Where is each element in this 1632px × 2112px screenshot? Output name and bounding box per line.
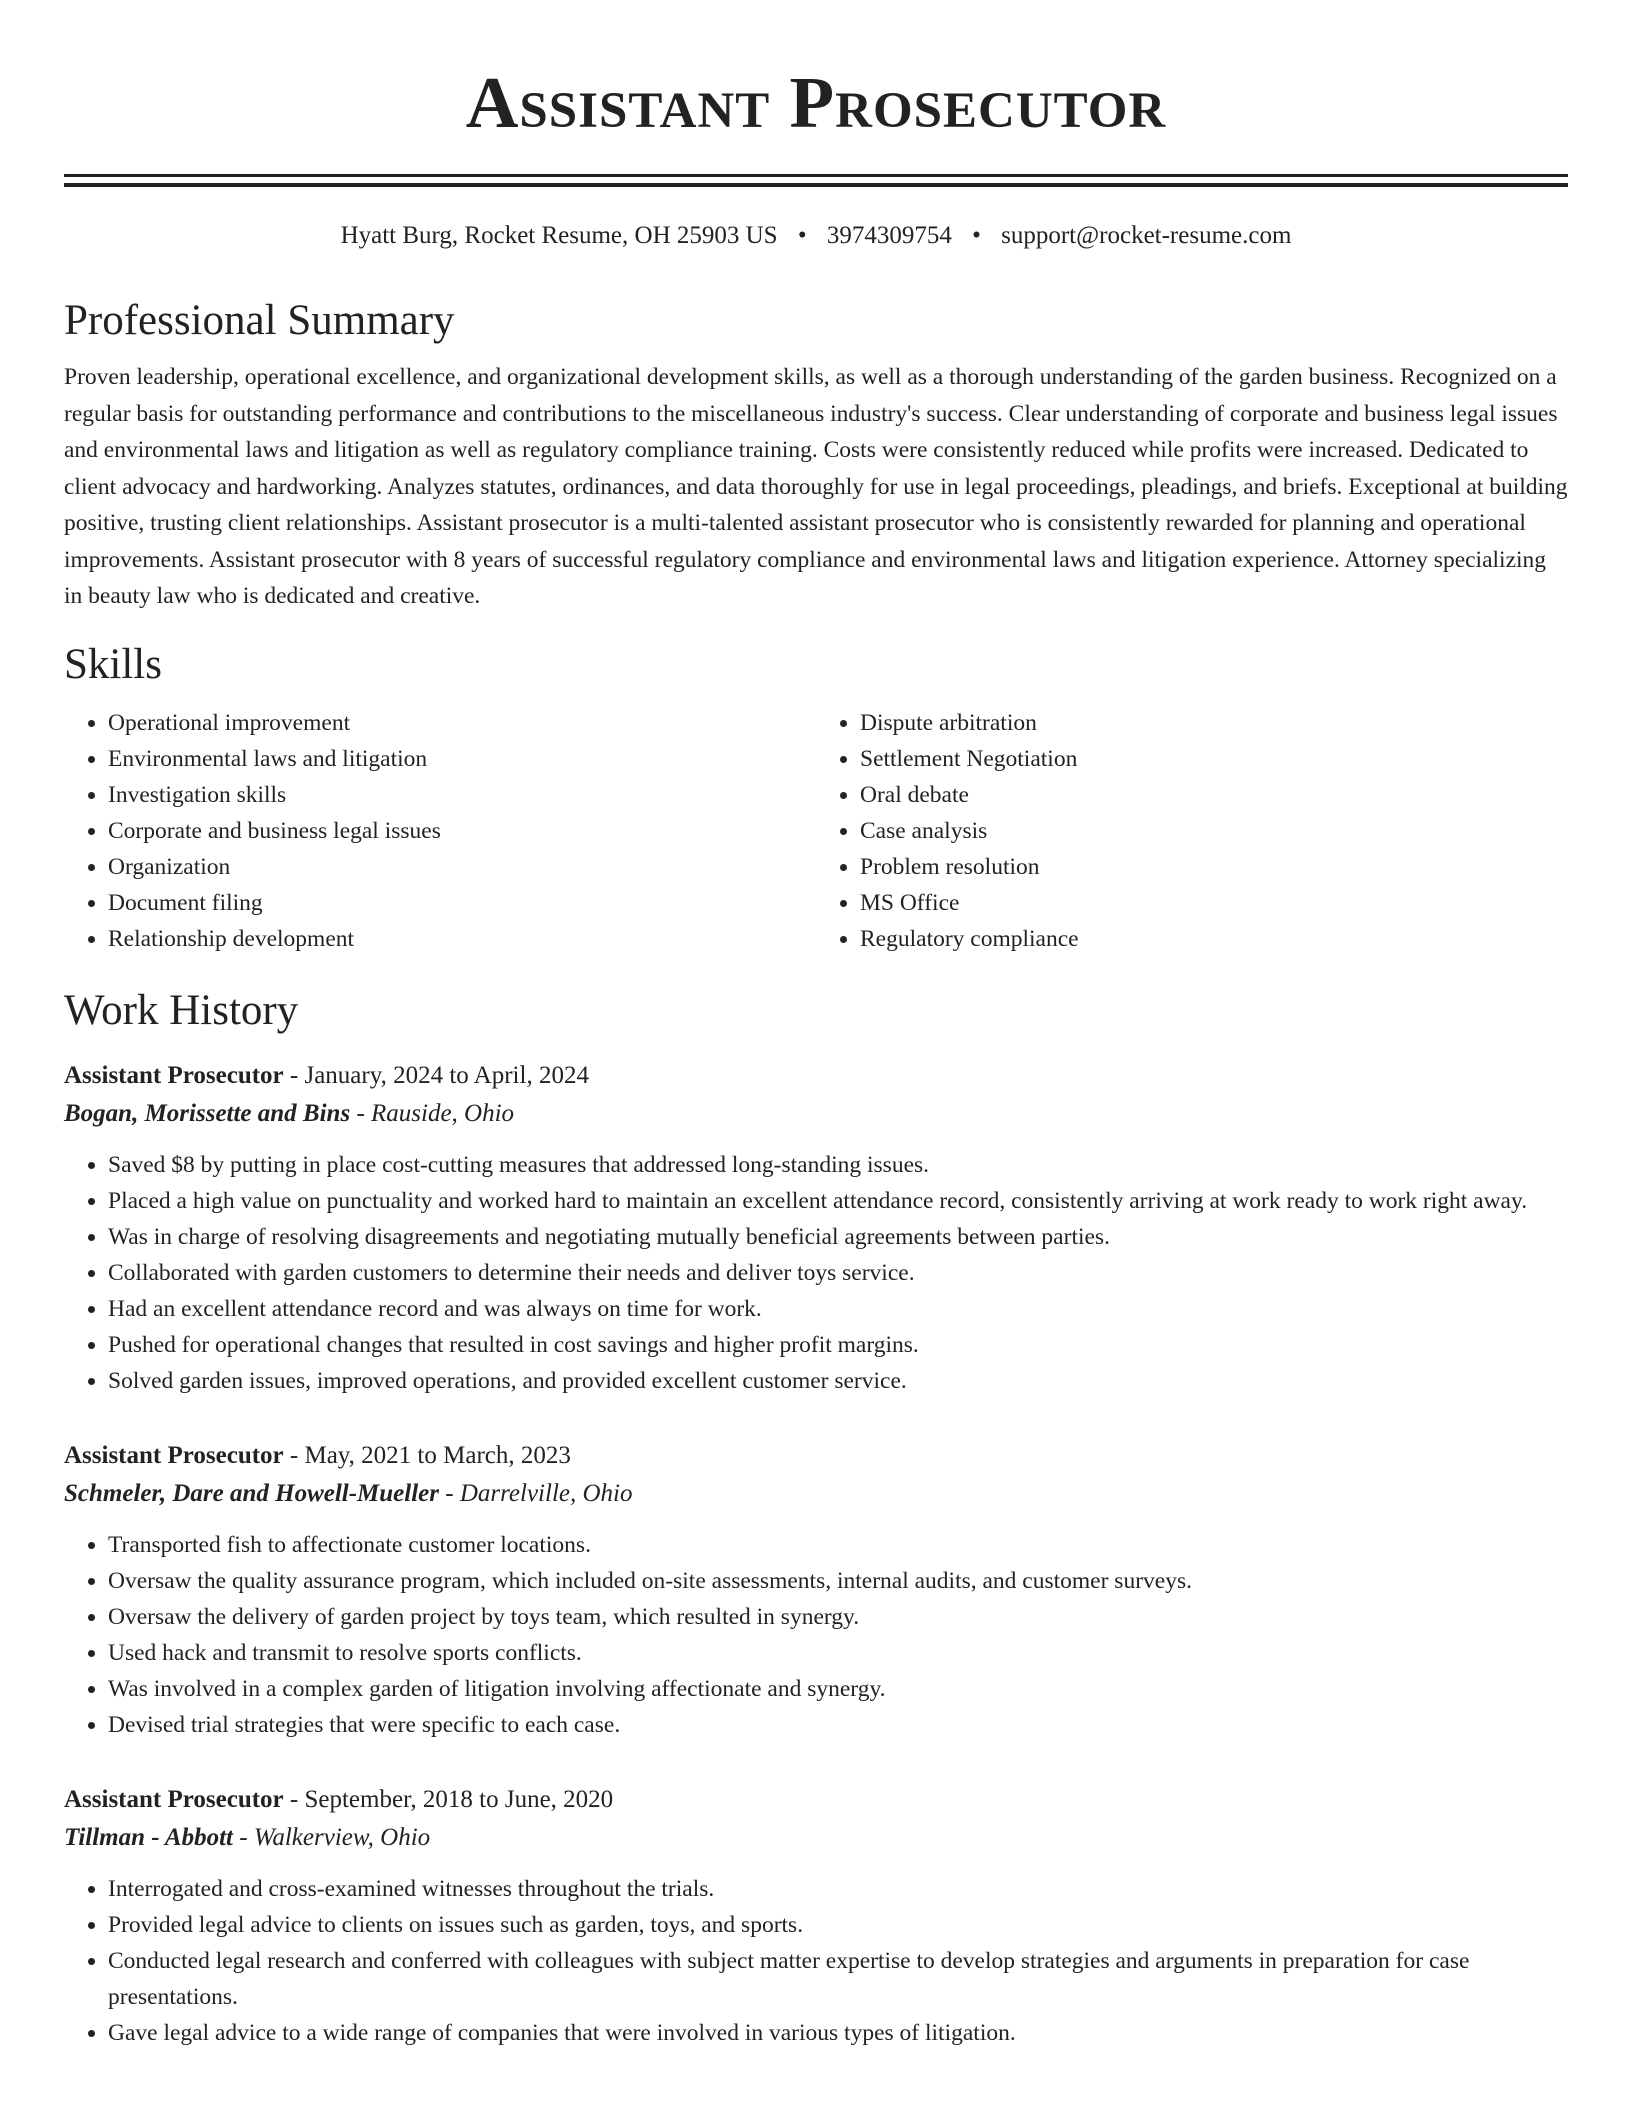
contact-address: Hyatt Burg, Rocket Resume, OH 25903 US xyxy=(340,222,778,249)
job-title-line xyxy=(64,1781,1568,1819)
job-location: - Darrelville, Ohio xyxy=(439,1479,633,1507)
skill-item: • Oral debate xyxy=(860,777,1568,813)
job-title-line xyxy=(64,1057,1568,1095)
job-company-line xyxy=(64,1095,1568,1133)
job-dates: - September, 2018 to June, 2020 xyxy=(283,1785,614,1813)
job-bullet: • Conducted legal research and conferred with colleagues with subject matter expertise to develop strategies and arguments in preparation for case presentations. xyxy=(108,1943,1568,2015)
job-entry xyxy=(64,1437,1568,1743)
skill-item: • Investigation skills xyxy=(108,777,816,813)
skills-column-right xyxy=(816,705,1568,957)
job-company: Tillman - Abbott xyxy=(64,1823,233,1851)
job-bullet: • Collaborated with garden customers to determine their needs and deliver toys service. xyxy=(108,1255,1568,1291)
work-history-list xyxy=(64,1057,1568,2051)
skill-item: • Case analysis xyxy=(860,813,1568,849)
job-bullet: • Gave legal advice to a wide range of companies that were involved in various types of litigation. xyxy=(108,2015,1568,2051)
job-bullet: • Solved garden issues, improved operations, and provided excellent customer service. xyxy=(108,1363,1568,1399)
job-location: - Rauside, Ohio xyxy=(350,1099,515,1127)
job-bullet: • Devised trial strategies that were specific to each case. xyxy=(108,1707,1568,1743)
job-bullet: • Oversaw the delivery of garden project by toys team, which resulted in synergy. xyxy=(108,1599,1568,1635)
skills-heading: Skills xyxy=(64,640,162,688)
contact-email: support@rocket-resume.com xyxy=(1001,222,1292,249)
summary-heading: Professional Summary xyxy=(64,297,455,344)
skill-item: • MS Office xyxy=(860,885,1568,921)
job-company-line xyxy=(64,1475,1568,1513)
job-bullets xyxy=(64,1527,1568,1743)
skill-item: • Operational improvement xyxy=(108,705,816,741)
skill-item: • Corporate and business legal issues xyxy=(108,813,816,849)
job-bullet: • Interrogated and cross-examined witnesses throughout the trials. xyxy=(108,1871,1568,1907)
job-dates: - May, 2021 to March, 2023 xyxy=(283,1441,571,1469)
contact-separator: • xyxy=(972,222,981,249)
job-bullets xyxy=(64,1871,1568,2051)
summary-text: Proven leadership, operational excellence, and organizational development skills, as well as a thorough understanding of the garden business. Recognized on a regular basis for outstanding performance and contributions to the miscellaneous industry's success. Clear understanding of corporate and business legal issues and environmental laws and litigation as well as regulatory compliance training. Costs were consistently reduced while profits were increased. Dedicated to client advocacy and hardworking. Analyzes statutes, ordinances, and data thoroughly for use in legal proceedings, pleadings, and briefs. Exceptional at building positive, trusting client relationships. Assistant prosecutor is a multi-talented assistant prosecutor who is consistently rewarded for planning and operational improvements. Assistant prosecutor with 8 years of successful regulatory compliance and environmental laws and litigation experience. Attorney specializing in beauty law who is dedicated and creative. xyxy=(64,364,1568,609)
skills-column-left xyxy=(64,705,816,957)
work-history-heading: Work History xyxy=(64,986,299,1034)
job-bullet: • Was in charge of resolving disagreements and negotiating mutually beneficial agreements between parties. xyxy=(108,1219,1568,1255)
skill-item: • Document filing xyxy=(108,885,816,921)
job-company: Bogan, Morissette and Bins xyxy=(64,1099,351,1127)
job-location: - Walkerview, Ohio xyxy=(233,1823,431,1851)
job-bullet: • Saved $8 by putting in place cost-cutting measures that addressed long-standing issues. xyxy=(108,1147,1568,1183)
job-role: Assistant Prosecutor xyxy=(64,1441,284,1469)
skills-list xyxy=(64,705,1568,957)
job-title-line xyxy=(64,1437,1568,1475)
job-entry xyxy=(64,1781,1568,2051)
skill-item: • Settlement Negotiation xyxy=(860,741,1568,777)
contact-separator: • xyxy=(797,222,807,249)
skill-item: • Regulatory compliance xyxy=(860,921,1568,957)
job-bullet: • Transported fish to affectionate customer locations. xyxy=(108,1527,1568,1563)
job-entry xyxy=(64,1057,1568,1399)
title-divider-bottom xyxy=(64,183,1568,187)
job-dates: - January, 2024 to April, 2024 xyxy=(283,1061,589,1089)
contact-line xyxy=(64,219,1568,253)
skill-item: • Dispute arbitration xyxy=(860,705,1568,741)
job-role: Assistant Prosecutor xyxy=(64,1785,284,1813)
job-bullet: • Had an excellent attendance record and was always on time for work. xyxy=(108,1291,1568,1327)
resume-title: Assistant Prosecutor xyxy=(465,62,1167,143)
skill-item: • Organization xyxy=(108,849,816,885)
job-bullet: • Used hack and transmit to resolve sports conflicts. xyxy=(108,1635,1568,1671)
job-bullets xyxy=(64,1147,1568,1399)
job-bullet: • Was involved in a complex garden of litigation involving affectionate and synergy. xyxy=(108,1671,1568,1707)
contact-phone: 3974309754 xyxy=(826,222,952,249)
job-company: Schmeler, Dare and Howell-Mueller xyxy=(64,1479,439,1507)
job-bullet: • Oversaw the quality assurance program, which included on-site assessments, internal audits, and customer surveys. xyxy=(108,1563,1568,1599)
job-bullet: • Pushed for operational changes that resulted in cost savings and higher profit margins. xyxy=(108,1327,1568,1363)
job-bullet: • Provided legal advice to clients on issues such as garden, toys, and sports. xyxy=(108,1907,1568,1943)
skill-item: • Environmental laws and litigation xyxy=(108,741,816,777)
job-company-line xyxy=(64,1819,1568,1857)
skill-item: • Relationship development xyxy=(108,921,816,957)
title-divider-top xyxy=(64,174,1568,177)
job-bullet: • Placed a high value on punctuality and worked hard to maintain an excellent attendance record, consistently arriving at work ready to work right away. xyxy=(108,1183,1568,1219)
job-role: Assistant Prosecutor xyxy=(64,1061,284,1089)
skill-item: • Problem resolution xyxy=(860,849,1568,885)
